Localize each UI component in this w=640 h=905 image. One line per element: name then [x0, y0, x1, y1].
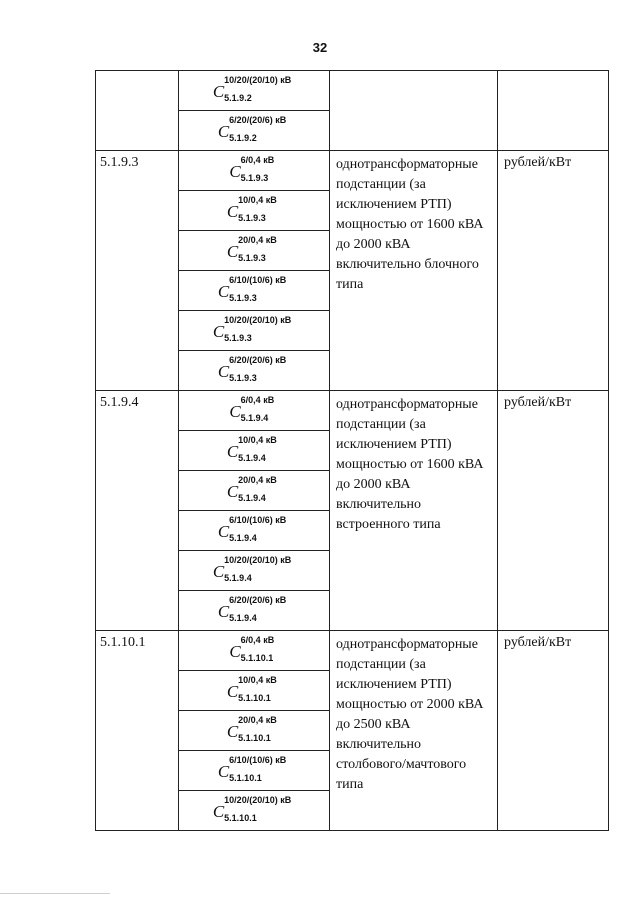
description-cell: однотрансформаторные подстанции (за исключением РТП) мощностью от 1600 кВА до 2000 кВА включительно блочного типа	[330, 151, 498, 391]
formula-base: C	[229, 642, 241, 661]
formula-base: C	[212, 802, 225, 821]
formula-cell	[179, 591, 330, 631]
formula-subscript: 5.1.9.3	[224, 333, 252, 343]
formula-superscript: 6/0,4 кВ	[240, 635, 275, 645]
unit-cell: рублей/кВт	[498, 631, 609, 831]
table-row	[96, 71, 609, 111]
formula-cell	[179, 111, 330, 151]
formula-symbol	[212, 315, 292, 343]
formula-base: C	[212, 322, 225, 341]
formula-base: C	[212, 82, 225, 101]
formula-cell	[179, 431, 330, 471]
formula-symbol	[229, 155, 275, 183]
formula-symbol	[229, 395, 275, 423]
margin-line	[0, 893, 110, 894]
formula-symbol	[226, 715, 277, 743]
formula-superscript: 6/20/(20/6) кВ	[229, 595, 287, 605]
formula-subscript: 5.1.9.4	[240, 413, 269, 423]
formula-symbol	[217, 755, 287, 783]
formula-cell	[179, 671, 330, 711]
formula-base: C	[226, 722, 239, 741]
formula-superscript: 6/0,4 кВ	[240, 155, 275, 165]
formula-cell	[179, 711, 330, 751]
formula-base: C	[226, 682, 239, 701]
formula-symbol	[229, 635, 275, 663]
formula-subscript: 5.1.10.1	[238, 733, 271, 743]
formula-superscript: 10/0,4 кВ	[238, 435, 277, 445]
formula-superscript: 6/10/(10/6) кВ	[229, 275, 287, 285]
formula-superscript: 10/20/(20/10) кВ	[224, 795, 292, 805]
formula-cell	[179, 151, 330, 191]
formula-cell	[179, 471, 330, 511]
formula-symbol	[226, 435, 277, 463]
formula-symbol	[217, 275, 287, 303]
formula-symbol	[212, 75, 292, 103]
formula-cell	[179, 351, 330, 391]
formula-subscript: 5.1.9.3	[229, 373, 257, 383]
formula-superscript: 6/0,4 кВ	[240, 395, 275, 405]
table-row	[96, 151, 609, 191]
formula-superscript: 20/0,4 кВ	[238, 475, 277, 485]
item-number-cell	[96, 71, 179, 151]
formula-superscript: 6/20/(20/6) кВ	[229, 355, 287, 365]
formula-subscript: 5.1.9.2	[224, 93, 252, 103]
formula-symbol	[217, 595, 287, 623]
description-cell	[330, 71, 498, 151]
formula-subscript: 5.1.10.1	[229, 773, 262, 783]
unit-cell: рублей/кВт	[498, 391, 609, 631]
formula-subscript: 5.1.9.3	[238, 253, 266, 263]
formula-symbol	[226, 195, 277, 223]
formula-subscript: 5.1.9.4	[238, 493, 266, 503]
formula-base: C	[229, 402, 241, 421]
formula-base: C	[226, 482, 239, 501]
formula-base: C	[217, 522, 230, 541]
formula-subscript: 5.1.10.1	[238, 693, 271, 703]
description-cell: однотрансформаторные подстанции (за исключением РТП) мощностью от 2000 кВА до 2500 кВА включительно столбового/мачтового типа	[330, 631, 498, 831]
formula-symbol	[226, 235, 277, 263]
page-number: 32	[312, 40, 328, 55]
formula-base: C	[217, 282, 230, 301]
formula-superscript: 6/10/(10/6) кВ	[229, 515, 287, 525]
formula-superscript: 10/0,4 кВ	[238, 195, 277, 205]
formula-superscript: 10/20/(20/10) кВ	[224, 315, 292, 325]
formula-subscript: 5.1.9.3	[238, 213, 266, 223]
formula-base: C	[217, 122, 230, 141]
formula-cell	[179, 631, 330, 671]
formula-cell	[179, 311, 330, 351]
unit-cell: рублей/кВт	[498, 151, 609, 391]
formula-symbol	[212, 555, 292, 583]
formula-subscript: 5.1.10.1	[240, 653, 274, 663]
unit-cell	[498, 71, 609, 151]
formula-base: C	[212, 562, 225, 581]
formula-subscript: 5.1.9.4	[238, 453, 266, 463]
item-number-cell: 5.1.9.3	[96, 151, 179, 391]
formula-superscript: 6/10/(10/6) кВ	[229, 755, 287, 765]
formula-base: C	[226, 202, 239, 221]
formula-cell	[179, 791, 330, 831]
formula-base: C	[217, 362, 230, 381]
formula-superscript: 10/20/(20/10) кВ	[224, 555, 292, 565]
formula-subscript: 5.1.9.2	[229, 133, 257, 143]
formula-subscript: 5.1.9.4	[229, 533, 257, 543]
formula-cell	[179, 511, 330, 551]
formula-base: C	[226, 442, 239, 461]
formula-subscript: 5.1.10.1	[224, 813, 257, 823]
formula-cell	[179, 391, 330, 431]
formula-cell	[179, 551, 330, 591]
formula-symbol	[226, 475, 277, 503]
formula-superscript: 20/0,4 кВ	[238, 715, 277, 725]
formula-symbol	[217, 115, 287, 143]
formula-symbol	[217, 355, 287, 383]
formula-base: C	[217, 762, 230, 781]
formula-subscript: 5.1.9.3	[240, 173, 269, 183]
description-cell: однотрансформаторные подстанции (за исключением РТП) мощностью от 1600 кВА до 2000 кВА включительно встроенного типа	[330, 391, 498, 631]
formula-cell	[179, 751, 330, 791]
formula-superscript: 10/20/(20/10) кВ	[224, 75, 292, 85]
formula-base: C	[226, 242, 239, 261]
formula-superscript: 10/0,4 кВ	[238, 675, 277, 685]
table-row	[96, 391, 609, 431]
formula-cell	[179, 191, 330, 231]
item-number-cell: 5.1.10.1	[96, 631, 179, 831]
formula-superscript: 6/20/(20/6) кВ	[229, 115, 287, 125]
formula-symbol	[217, 515, 287, 543]
formula-cell	[179, 71, 330, 111]
formula-symbol	[212, 795, 292, 823]
formula-subscript: 5.1.9.4	[224, 573, 252, 583]
formula-cell	[179, 231, 330, 271]
formula-subscript: 5.1.9.4	[229, 613, 257, 623]
item-number-cell: 5.1.9.4	[96, 391, 179, 631]
tariff-table	[95, 70, 609, 831]
formula-cell	[179, 271, 330, 311]
table-row	[96, 631, 609, 671]
formula-base: C	[229, 162, 241, 181]
formula-superscript: 20/0,4 кВ	[238, 235, 277, 245]
formula-subscript: 5.1.9.3	[229, 293, 257, 303]
formula-base: C	[217, 602, 230, 621]
formula-symbol	[226, 675, 277, 703]
